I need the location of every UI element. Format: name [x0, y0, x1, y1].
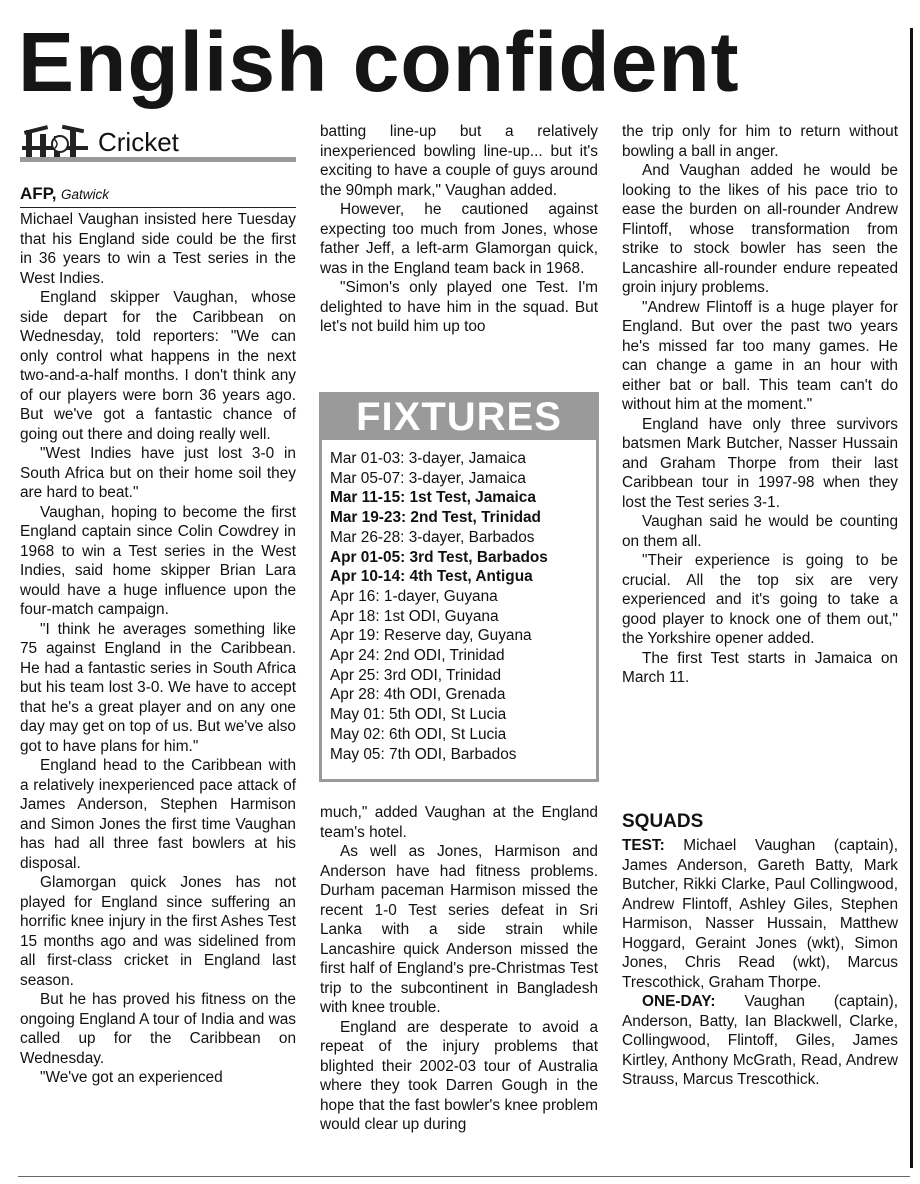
paragraph: But he has proved his fitness on the ongoing England A tour of India and was called up for the Caribbean on Wednesday.: [20, 991, 296, 1067]
paragraph: England have only three survivors batsmen Mark Butcher, Nasser Hussain and Graham Thorpe from their last Caribbean tour in 1997-98 when they lost the Test series 3-1.: [622, 415, 898, 511]
paragraph: the trip only for him to return without bowling a ball in anger.: [622, 123, 898, 160]
paragraph: Michael Vaughan insisted here Tuesday that his England side could be the first in 36 years to win a Test series in the West Indies.: [20, 211, 296, 287]
section-bar: [20, 157, 296, 162]
oneday-squad-text: Vaughan (captain), Anderson, Batty, Ian Blackwell, Clarke, Collingwood, Flintoff, Giles, James Kirtley, Anthony McGrath, Read, Andrew Strauss, Marcus Trescothick.: [622, 993, 898, 1088]
article-column-2-top: [320, 122, 598, 337]
paragraph: England head to the Caribbean with a relatively inexperienced pace attack of James Anderson, Stephen Harmison and Simon Jones the first time Vaughan has had all three fast bowlers at his disposal.: [20, 757, 296, 872]
byline: [20, 184, 109, 205]
section-name: Cricket: [98, 127, 179, 157]
fixture-item: Apr 19: Reserve day, Guyana: [330, 627, 532, 645]
byline-agency: AFP,: [20, 184, 57, 203]
test-squad: [622, 836, 898, 992]
fixture-item: Mar 01-03: 3-dayer, Jamaica: [330, 450, 526, 467]
fixture-item: Mar 11-15: 1st Test, Jamaica: [330, 489, 536, 507]
oneday-squad-label: ONE-DAY:: [642, 993, 716, 1010]
byline-rule: [20, 207, 296, 208]
paragraph: much," added Vaughan at the England team's hotel.: [320, 804, 598, 841]
squads-box: [622, 810, 898, 1090]
paragraph: The first Test starts in Jamaica on March 11.: [622, 649, 898, 686]
paragraph: Glamorgan quick Jones has not played for England since suffering an horrific knee injury in the first Ashes Test 15 months ago and was sidelined from all first-class cricket in England last season.: [20, 874, 296, 989]
paragraph: "I think he averages something like 75 against England in the Caribbean. He had a fantastic series in South Africa but his team lost 3-0. We have to accept that he's a great player and on any one day may get on top of us. But we've also got to have plans for him.": [20, 620, 296, 755]
article-column-3: [622, 122, 898, 688]
paragraph: "We've got an experienced: [40, 1069, 223, 1086]
fixture-item: May 02: 6th ODI, St Lucia: [330, 725, 507, 743]
paragraph: Vaughan, hoping to become the first England captain since Colin Cowdrey in 1968 to win a Test series in the West Indies, said home skipper Brian Lara would have a huge influence upon the four-match campaign.: [20, 503, 296, 618]
fixture-item: Apr 28: 4th ODI, Grenada: [330, 686, 506, 704]
fixture-item: Apr 25: 3rd ODI, Trinidad: [330, 666, 502, 684]
headline: English confident: [18, 15, 740, 109]
paragraph: "Andrew Flintoff is a huge player for England. But over the past two years he's missed far too many games. He can change a game in an hour with either bat or ball. This team can't do without him at the moment.": [622, 298, 898, 413]
paragraph: batting line-up but a relatively inexperienced bowling line-up... but it's exciting to have a couple of guys around the 90mph mark," Vaughan added.: [320, 123, 598, 199]
paragraph: England are desperate to avoid a repeat of the injury problems that blighted their 2002-03 tour of Australia where they took Darren Gough in the hope that the fast bowler's knee problem would clear up during: [320, 1018, 598, 1133]
squads-heading: SQUADS: [622, 811, 704, 832]
cricket-stumps-icon: [20, 122, 90, 162]
bottom-rule: [18, 1176, 910, 1177]
article-column-2-bottom: [320, 803, 598, 1135]
article-column-1: [20, 210, 296, 1088]
test-squad-text: Michael Vaughan (captain), James Anderson, Gareth Batty, Mark Butcher, Rikki Clarke, Paul Collingwood, Andrew Flintoff, Ashley Giles, Stephen Harmison, Nasser Hussain, Matthew Hoggard, Geraint Jones (wkt), Simon Jones, Chris Read (wkt), Marcus Trescothick, Graham Thorpe.: [622, 837, 898, 991]
paragraph: "West Indies have just lost 3-0 in South Africa but on their home soil they are hard to beat.": [20, 445, 296, 501]
fixtures-list: [330, 449, 548, 764]
column-rule-right: [910, 28, 913, 1168]
fixture-item: Mar 19-23: 2nd Test, Trinidad: [330, 509, 541, 527]
fixture-item: May 05: 7th ODI, Barbados: [330, 745, 517, 763]
fixture-item: Apr 01-05: 3rd Test, Barbados: [330, 548, 548, 566]
fixtures-box: [319, 392, 599, 782]
paragraph: And Vaughan added he would be looking to the likes of his pace trio to ease the burden on all-rounder Andrew Flintoff, whose transformation from strike to stock bowler has seen the Lancashire all-rounder endure repeated groin injury problems.: [622, 162, 898, 296]
oneday-squad: [622, 992, 898, 1090]
paragraph: "Simon's only played one Test. I'm delighted to have him in the squad. But let's not build him up too: [320, 279, 598, 335]
byline-location: Gatwick: [61, 187, 110, 202]
fixture-item: Apr 10-14: 4th Test, Antigua: [330, 568, 533, 586]
test-squad-label: TEST:: [622, 837, 665, 854]
paragraph: However, he cautioned against expecting too much from Jones, whose father Jeff, a left-arm Glamorgan quick, was in the England team back in 1968.: [320, 201, 598, 277]
fixture-item: May 01: 5th ODI, St Lucia: [330, 706, 507, 724]
fixture-item: Mar 26-28: 3-dayer, Barbados: [330, 528, 535, 546]
fixtures-title: FIXTURES: [322, 395, 596, 440]
fixture-item: Mar 05-07: 3-dayer, Jamaica: [330, 469, 526, 487]
fixture-item: Apr 24: 2nd ODI, Trinidad: [330, 647, 505, 665]
fixture-item: Apr 18: 1st ODI, Guyana: [330, 607, 499, 625]
paragraph: As well as Jones, Harmison and Anderson have had fitness problems. Durham paceman Harmison missed the recent 1-0 Test series defeat in Sri Lanka with a side strain while Lancashire quick Anderson missed the first half of England's pre-Christmas Test trip to the subcontinent in Bangladesh with knee trouble.: [320, 843, 598, 1016]
fixture-item: Apr 16: 1-dayer, Guyana: [330, 587, 498, 605]
paragraph: "Their experience is going to be crucial. All the top six are very experienced and it's going to take a good player to knock one of them out," the Yorkshire opener added.: [622, 552, 898, 647]
paragraph: Vaughan said he would be counting on them all.: [622, 513, 898, 550]
paragraph: England skipper Vaughan, whose side depart for the Caribbean on Wednesday, told reporters: "We can only control what happens in the next two-and-a-half months. I don't think any of our players were born 36 years ago. But we've got a fantastic chance of going out there and doing really well.: [20, 289, 296, 443]
